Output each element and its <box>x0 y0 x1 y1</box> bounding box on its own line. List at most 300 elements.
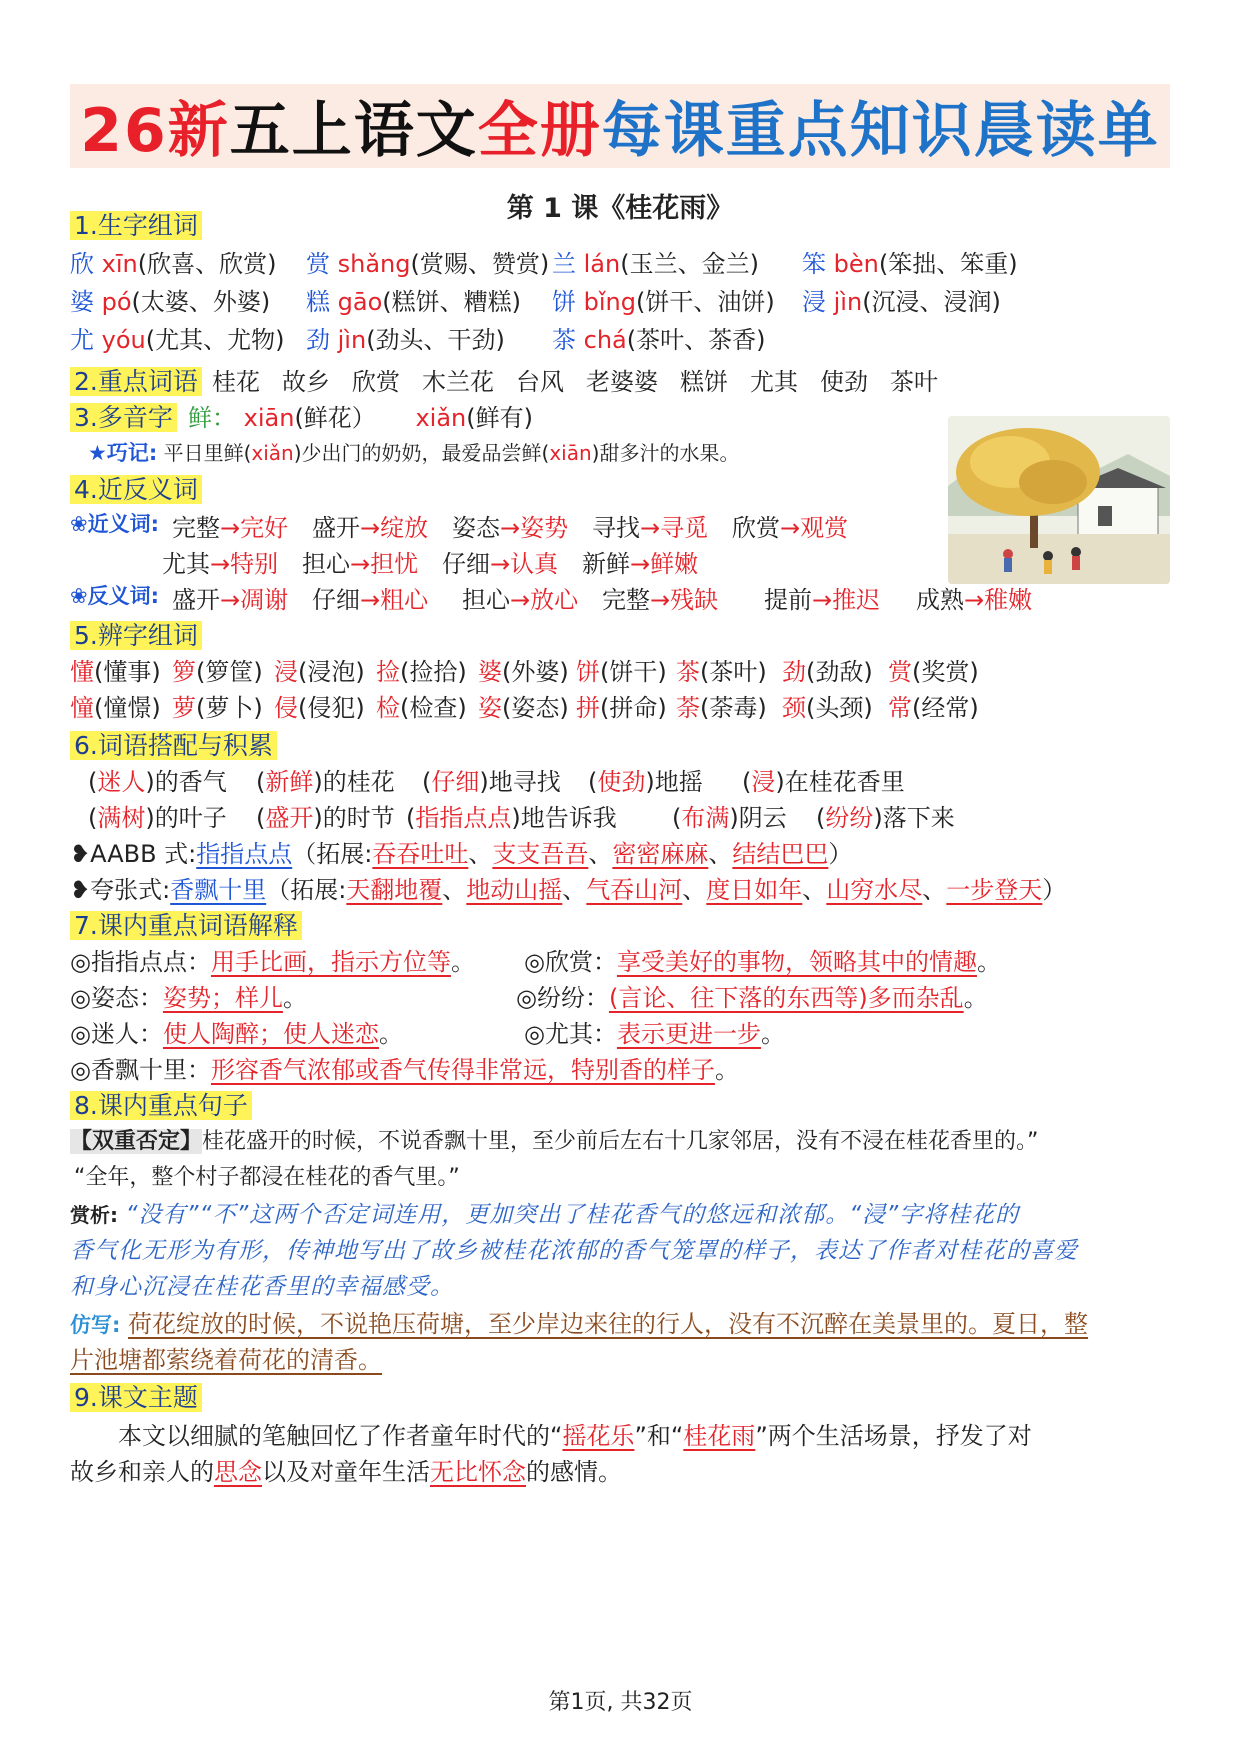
antonyms-label: ❀反义词: <box>70 584 159 608</box>
distinguish-word: (憧憬) <box>94 694 161 722</box>
imitation-line-2: 片池塘都萦绕着荷花的清香。 <box>70 1346 382 1374</box>
antonym-word: 残缺 <box>670 586 719 614</box>
collocation <box>816 798 955 833</box>
word: 新鲜 <box>582 550 630 578</box>
word-pair <box>592 508 708 543</box>
antonym-word: 稚嫩 <box>984 586 1033 614</box>
char-entry <box>552 320 765 355</box>
extension-end: ） <box>1042 876 1067 904</box>
collocation-fill: 指指点点 <box>415 804 512 832</box>
explanation-definition: 用手比画，指示方位等 <box>210 948 451 976</box>
imitation-text-1: 荷花绽放的时候，不说艳压荷塘，至少岸边来往的行人，没有不沉醉在美景里的。夏日，整 <box>128 1310 1089 1338</box>
tip-pinyin-2: xiān <box>549 441 592 465</box>
collocation-rest: )的叶子 <box>145 804 227 832</box>
collocation <box>588 762 703 797</box>
char: 浸 <box>802 288 826 316</box>
word: 完整 <box>172 514 220 542</box>
paren: ( <box>256 768 266 796</box>
tip-pinyin-1: xiǎn <box>251 441 294 465</box>
collocation-rest: )地告诉我 <box>511 804 617 832</box>
distinguish-char: 饼 <box>576 658 600 686</box>
word-pair-target: 担忧 <box>370 550 419 578</box>
antonym-word: 凋谢 <box>240 586 289 614</box>
separator: 、 <box>922 876 947 904</box>
analysis-line-2: 香气化无形为有形，传神地写出了故乡被桂花浓郁的香气笼罩的样子，表达了作者对桂花的喜爱 <box>70 1238 1078 1264</box>
polyphone-reading-2: xiǎn <box>415 404 467 432</box>
collocation <box>422 762 561 797</box>
theme-line-2 <box>70 1452 622 1487</box>
separator: 、 <box>562 876 587 904</box>
word: 成熟 <box>916 586 964 614</box>
polyphone-char: 鲜： <box>188 404 236 432</box>
collocation-rest: )的时节 <box>313 804 395 832</box>
memory-tip <box>88 437 739 467</box>
collocation-fill: 新鲜 <box>265 768 314 796</box>
key-word: 茶叶 <box>890 368 938 396</box>
distinguish-char: 赏 <box>888 658 912 686</box>
extension-label: （拓展: <box>266 876 347 904</box>
distinguish-word: (拼命) <box>600 694 667 722</box>
separator: 、 <box>442 876 467 904</box>
word-pair-target: 寻觅 <box>660 514 709 542</box>
word-pair <box>732 508 848 543</box>
arrow: → <box>780 514 801 542</box>
extension-word: 度日如年 <box>706 876 803 904</box>
char-words: (茶叶、茶香) <box>626 326 766 354</box>
section-heading-2: 2.重点词语 <box>70 362 202 398</box>
distinguish-entry <box>376 652 467 687</box>
arrow: → <box>630 550 651 578</box>
extension-word: 山穷水尽 <box>826 876 923 904</box>
word: 担心 <box>302 550 350 578</box>
distinguish-entry <box>888 688 979 723</box>
word: 仔细 <box>442 550 490 578</box>
char-pinyin: yóu <box>94 326 146 354</box>
char-words: (笨拙、笨重) <box>878 250 1018 278</box>
distinguish-char: 懂 <box>70 658 94 686</box>
polyphone-reading-1: xiān <box>243 404 295 432</box>
collocation <box>406 798 617 833</box>
collocation <box>88 798 227 833</box>
distinguish-char: 萝 <box>172 694 196 722</box>
word-pair <box>302 544 418 579</box>
osmanthus-tree-illustration <box>948 416 1170 584</box>
distinguish-word: (荼毒) <box>700 694 767 722</box>
tip-text-3: )甜多汁的水果。 <box>591 441 740 465</box>
example-word: 指指点点 <box>196 840 293 868</box>
key-word: 欣赏 <box>352 368 400 396</box>
arrow: → <box>964 586 985 614</box>
distinguish-entry <box>782 688 873 723</box>
polyphone-word-1: (鲜花） <box>294 404 376 432</box>
explanation <box>516 978 988 1013</box>
char-words: (尤其、尤物) <box>145 326 285 354</box>
section-heading-5: 5.辨字组词 <box>70 616 202 652</box>
extension-word: 密密麻麻 <box>612 840 709 868</box>
char-pinyin: bèn <box>826 250 879 278</box>
explanation-definition: 享受美好的事物，领略其中的情趣 <box>616 948 977 976</box>
antonym-pair <box>916 580 1032 615</box>
explanation-end: 。 <box>450 948 475 976</box>
distinguish-entry <box>676 652 767 687</box>
char: 尤 <box>70 326 94 354</box>
key-word: 使劲 <box>820 368 868 396</box>
paren: ( <box>672 804 682 832</box>
word: 完整 <box>602 586 650 614</box>
collocation-rest: )落下来 <box>873 804 955 832</box>
distinguish-entry <box>576 688 667 723</box>
char-entry <box>552 282 775 317</box>
char: 劲 <box>306 326 330 354</box>
word-pair-target: 完好 <box>240 514 289 542</box>
word-pair <box>172 508 288 543</box>
distinguish-word: (懂事) <box>94 658 161 686</box>
char-entry <box>306 244 549 279</box>
sentence-line-1: 桂花盛开的时候，不说香飘十里，至少前后左右十几家邻居，没有不浸在桂花香里的。” <box>202 1129 1039 1154</box>
distinguish-word: (捡拾) <box>400 658 467 686</box>
aabb-row <box>70 834 852 869</box>
key-sentence-2: “全年，整个村子都浸在桂花的香气里。” <box>74 1165 460 1190</box>
arrow: → <box>350 550 371 578</box>
explanation-end: 。 <box>378 1020 403 1048</box>
example-word: 香飘十里 <box>170 876 267 904</box>
word: 欣赏 <box>732 514 780 542</box>
paren: ( <box>588 768 598 796</box>
key-word: 老婆婆 <box>586 368 658 396</box>
theme-text-1: 本文以细腻的笔触回忆了作者童年时代的“ <box>118 1422 563 1450</box>
lesson-title: 第 1 课《桂花雨》 <box>506 193 734 224</box>
key-word: 台风 <box>516 368 564 396</box>
collocation <box>672 798 787 833</box>
distinguish-entry <box>172 652 263 687</box>
word: 仔细 <box>312 586 360 614</box>
char: 兰 <box>552 250 576 278</box>
separator: 、 <box>708 840 733 868</box>
distinguish-word: (侵犯) <box>298 694 365 722</box>
key-sentence-1 <box>70 1124 1038 1155</box>
collocation <box>256 762 395 797</box>
theme-text-5: 以及对童年生活 <box>262 1458 430 1486</box>
char: 欣 <box>70 250 94 278</box>
analysis-text-1: “没有”“不”这两个否定词连用，更加突出了桂花香气的悠远和浓郁。“浸”字将桂花的 <box>125 1202 1020 1228</box>
worksheet-page <box>70 84 1170 1486</box>
distinguish-entry <box>172 688 263 723</box>
word-pair-target: 认真 <box>510 550 559 578</box>
char: 赏 <box>306 250 330 278</box>
arrow: → <box>360 586 381 614</box>
section-heading-7: 7.课内重点词语解释 <box>70 906 302 942</box>
collocation-fill: 仔细 <box>431 768 480 796</box>
key-word: 木兰花 <box>422 368 494 396</box>
word-pair <box>442 544 558 579</box>
word-pair-target: 鲜嫩 <box>650 550 699 578</box>
distinguish-char: 婆 <box>478 658 502 686</box>
analysis-line-1 <box>70 1196 1019 1229</box>
key-word: 桂花 <box>212 368 260 396</box>
distinguish-word: (检查) <box>400 694 467 722</box>
char-pinyin: bǐng <box>576 288 636 316</box>
explanation-term: ◎迷人： <box>70 1020 163 1048</box>
explanation-end: 。 <box>760 1020 785 1048</box>
word: 盛开 <box>172 586 220 614</box>
tip-text-1: 平日里鲜( <box>163 441 252 465</box>
char-entry <box>802 244 1018 279</box>
explanation-definition: (言论、往下落的东西等)多而杂乱 <box>608 984 964 1012</box>
collocation-fill: 满树 <box>97 804 146 832</box>
explanation-term: ◎纷纷： <box>516 984 609 1012</box>
word-pair <box>312 508 428 543</box>
antonym-word: 放心 <box>530 586 579 614</box>
distinguish-entry <box>576 652 667 687</box>
word: 姿态 <box>452 514 500 542</box>
collocation-fill: 纷纷 <box>825 804 874 832</box>
explanation <box>70 942 475 977</box>
collocation-fill: 迷人 <box>97 768 146 796</box>
word-pair <box>162 544 278 579</box>
separator: 、 <box>802 876 827 904</box>
synonyms-label: ❀近义词: <box>70 512 159 536</box>
key-word: 糕饼 <box>680 368 728 396</box>
section-heading-3: 3.多音字 <box>70 398 177 434</box>
explanation-term: ◎香飘十里： <box>70 1056 211 1084</box>
explanation-definition: 姿势；样儿 <box>162 984 283 1012</box>
char-pinyin: jìn <box>826 288 863 316</box>
char-words: (糕饼、糟糕) <box>382 288 521 316</box>
antonym-pair <box>172 580 288 615</box>
arrow: → <box>650 586 671 614</box>
distinguish-word: (经常) <box>912 694 979 722</box>
char-entry <box>802 282 1001 317</box>
word-pair-target: 绽放 <box>380 514 429 542</box>
title-part-4: 每课重点知识晨读单 <box>601 96 1160 166</box>
row-prefix: ❥夸张式: <box>70 876 171 904</box>
extension-word: 地动山摇 <box>466 876 563 904</box>
title-part-3: 全册 <box>477 96 602 166</box>
extension-label: （拓展: <box>292 840 373 868</box>
explanation-term: ◎指指点点： <box>70 948 211 976</box>
explanation-definition: 使人陶醉；使人迷恋 <box>162 1020 379 1048</box>
distinguish-char: 侵 <box>274 694 298 722</box>
extension-word: 一步登天 <box>946 876 1043 904</box>
separator: 、 <box>468 840 493 868</box>
distinguish-entry <box>274 652 365 687</box>
char-words: (玉兰、金兰) <box>620 250 759 278</box>
char-entry <box>70 244 276 279</box>
char-entry <box>70 320 284 355</box>
antonym-pair <box>462 580 578 615</box>
distinguish-entry <box>274 688 365 723</box>
char: 茶 <box>552 326 576 354</box>
distinguish-char: 拼 <box>576 694 600 722</box>
collocation-rest: )阴云 <box>729 804 787 832</box>
explanation <box>70 1050 739 1085</box>
distinguish-entry <box>478 652 569 687</box>
antonym-pair <box>602 580 718 615</box>
theme-text-4: 故乡和亲人的 <box>70 1458 214 1486</box>
distinguish-entry <box>70 688 161 723</box>
extension-word: 结结巴巴 <box>732 840 829 868</box>
char: 糕 <box>306 288 330 316</box>
distinguish-entry <box>782 652 873 687</box>
polyphone-row <box>188 398 533 433</box>
distinguish-char: 常 <box>888 694 912 722</box>
paren: ( <box>88 768 98 796</box>
char-words: (欣喜、欣赏) <box>137 250 277 278</box>
explanation-end: 。 <box>282 984 307 1012</box>
word: 寻找 <box>592 514 640 542</box>
paren: ( <box>406 804 416 832</box>
arrow: → <box>220 586 241 614</box>
distinguish-word: (茶叶) <box>700 658 767 686</box>
explanation-end: 。 <box>976 948 1001 976</box>
section-heading-1: 1.生字组词 <box>70 206 202 242</box>
distinguish-entry <box>70 652 161 687</box>
char-words: (沉浸、浸润) <box>862 288 1001 316</box>
char-words: (赏赐、赞赏) <box>410 250 550 278</box>
theme-text-2: ”和“ <box>634 1422 684 1450</box>
analysis-line-3: 和身心沉浸在桂花香里的幸福感受。 <box>70 1274 454 1300</box>
word: 担心 <box>462 586 510 614</box>
arrow: → <box>490 550 511 578</box>
theme-keyword-2: 桂花雨 <box>683 1422 756 1450</box>
antonym-pair <box>312 580 428 615</box>
char-words: (劲头、干劲) <box>366 326 505 354</box>
distinguish-word: (姿态) <box>502 694 569 722</box>
arrow: → <box>210 550 231 578</box>
row-prefix: ❥AABB 式: <box>70 840 197 868</box>
distinguish-entry <box>376 688 467 723</box>
distinguish-word: (头颈) <box>806 694 873 722</box>
tip-text-2: )少出门的奶奶，最爱品尝鲜( <box>293 441 550 465</box>
extension-word: 支支吾吾 <box>492 840 589 868</box>
collocation-rest: )的香气 <box>145 768 227 796</box>
theme-line-1 <box>118 1416 1032 1451</box>
key-word: 尤其 <box>750 368 798 396</box>
title-part-1: 26新 <box>80 96 230 166</box>
arrow: → <box>360 514 381 542</box>
char-pinyin: lán <box>576 250 621 278</box>
extension-word: 吞吞吐吐 <box>372 840 469 868</box>
word: 提前 <box>764 586 812 614</box>
distinguish-char: 检 <box>376 694 400 722</box>
imitation-label: 仿写: <box>70 1313 121 1337</box>
char-pinyin: xīn <box>94 250 138 278</box>
char-pinyin: chá <box>576 326 627 354</box>
paren: ( <box>816 804 826 832</box>
collocation-fill: 布满 <box>681 804 730 832</box>
arrow: → <box>220 514 241 542</box>
collocation-fill: 使劲 <box>597 768 646 796</box>
explanation-end: 。 <box>963 984 988 1012</box>
section-heading-8: 8.课内重点句子 <box>70 1086 252 1122</box>
distinguish-word: (箩筐) <box>196 658 263 686</box>
word-pair-target: 观赏 <box>800 514 849 542</box>
theme-keyword-4: 无比怀念 <box>430 1458 526 1486</box>
theme-keyword-1: 摇花乐 <box>562 1422 635 1450</box>
explanation-term: ◎欣赏： <box>524 948 617 976</box>
distinguish-entry <box>478 688 569 723</box>
page-footer: 第1页, 共32页 <box>548 1690 693 1715</box>
kuazhang-row <box>70 870 1066 905</box>
char-words: (饼干、油饼) <box>635 288 775 316</box>
theme-keyword-3: 思念 <box>214 1458 262 1486</box>
distinguish-entry <box>888 652 979 687</box>
char: 笨 <box>802 250 826 278</box>
separator: 、 <box>588 840 613 868</box>
word-pair-target: 特别 <box>230 550 279 578</box>
distinguish-word: (饼干) <box>600 658 667 686</box>
word-pair-target: 姿势 <box>520 514 569 542</box>
explanation <box>524 942 1001 977</box>
extension-end: ） <box>828 840 853 868</box>
distinguish-char: 茶 <box>676 658 700 686</box>
explanation-definition: 表示更进一步 <box>616 1020 761 1048</box>
distinguish-word: (萝卜) <box>196 694 263 722</box>
theme-text-6: 的感情。 <box>526 1458 622 1486</box>
distinguish-char: 浸 <box>274 658 298 686</box>
paren: ( <box>742 768 752 796</box>
distinguish-char: 姿 <box>478 694 502 722</box>
word-pair <box>452 508 568 543</box>
collocation-rest: )地摇 <box>645 768 703 796</box>
word-pair <box>582 544 698 579</box>
title-part-2: 五上语文 <box>229 96 478 166</box>
imitation-line-1 <box>70 1304 1088 1339</box>
section-heading-4: 4.近反义词 <box>70 470 202 506</box>
explanation-term: ◎姿态： <box>70 984 163 1012</box>
paren: ( <box>422 768 432 796</box>
word: 盛开 <box>312 514 360 542</box>
extension-word: 气吞山河 <box>586 876 683 904</box>
arrow: → <box>640 514 661 542</box>
distinguish-word: (浸泡) <box>298 658 365 686</box>
explanation-end: 。 <box>714 1056 739 1084</box>
distinguish-entry <box>676 688 767 723</box>
collocation-rest: )在桂花香里 <box>775 768 905 796</box>
distinguish-word: (外婆) <box>502 658 569 686</box>
sentence-tag: 【双重否定】 <box>70 1129 203 1154</box>
word: 尤其 <box>162 550 210 578</box>
distinguish-char: 箩 <box>172 658 196 686</box>
collocation-fill: 盛开 <box>265 804 314 832</box>
char-pinyin: gāo <box>330 288 383 316</box>
polyphone-word-2: (鲜有) <box>466 404 533 432</box>
char: 饼 <box>552 288 576 316</box>
collocation <box>742 762 905 797</box>
distinguish-char: 颈 <box>782 694 806 722</box>
paren: ( <box>88 804 98 832</box>
explanation <box>524 1014 785 1049</box>
char-entry <box>70 282 270 317</box>
char-entry <box>306 282 521 317</box>
separator: 、 <box>682 876 707 904</box>
tip-label: ★巧记: <box>88 441 158 465</box>
char-pinyin: pó <box>94 288 132 316</box>
collocation <box>256 798 395 833</box>
char: 婆 <box>70 288 94 316</box>
explanation <box>70 978 307 1013</box>
antonym-pair <box>764 580 880 615</box>
explanation <box>70 1014 403 1049</box>
distinguish-word: (奖赏) <box>912 658 979 686</box>
char-entry <box>552 244 759 279</box>
arrow: → <box>812 586 833 614</box>
collocation-rest: )的桂花 <box>313 768 395 796</box>
page-title-banner <box>70 84 1170 168</box>
distinguish-char: 捡 <box>376 658 400 686</box>
collocation-rest: )地寻找 <box>479 768 561 796</box>
collocation-fill: 浸 <box>751 768 776 796</box>
